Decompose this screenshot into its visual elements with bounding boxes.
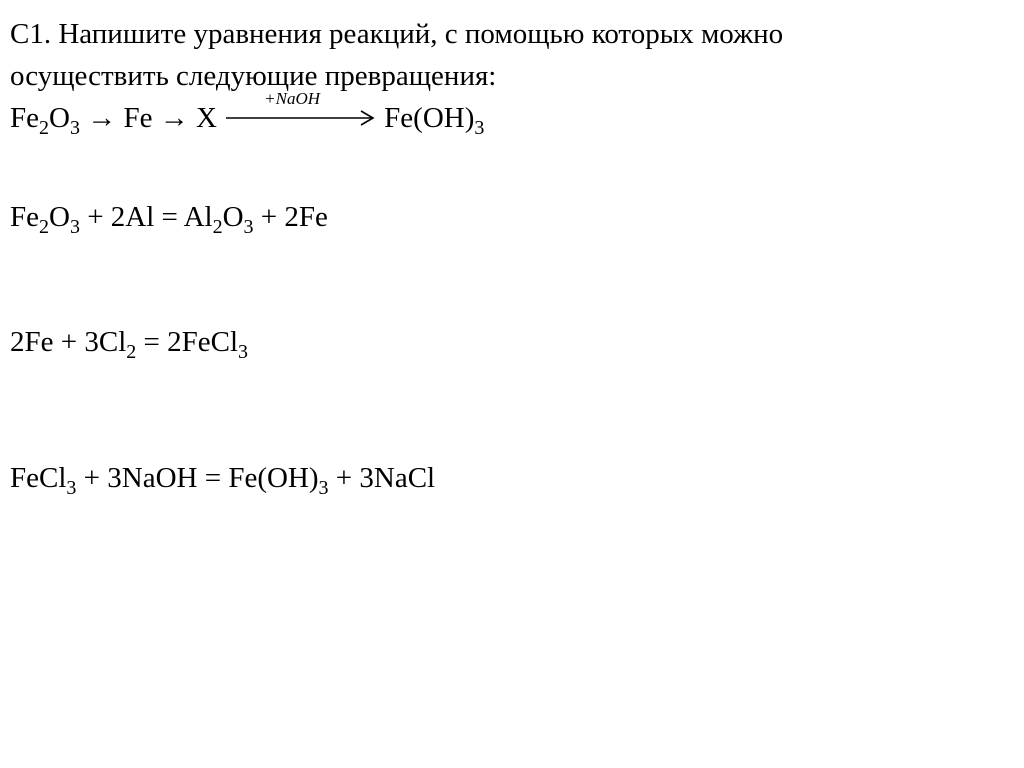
equation-2	[10, 325, 248, 362]
eq3-sub: 3	[318, 477, 329, 499]
eq2-sub: 2	[126, 341, 137, 363]
equation-1	[10, 200, 328, 237]
task-title-line-2: осуществить следующие превращения:	[10, 60, 497, 92]
scheme-arrows: → Fe → X	[79, 102, 225, 134]
reagent-arrow	[224, 89, 384, 135]
eq2-sub: 3	[238, 341, 249, 363]
eq3-term: + 3NaCl	[328, 462, 436, 494]
scheme-o: O	[49, 102, 70, 134]
eq1-term: O	[222, 201, 244, 233]
long-arrow-icon	[224, 101, 384, 135]
task-title-line-1: С1. Напишите уравнения реакций, с помощью которых можно	[10, 18, 784, 50]
eq1-term: Fe	[10, 201, 39, 233]
transformation-scheme	[10, 89, 485, 139]
eq2-term: = 2FeCl	[136, 326, 239, 358]
eq1-term: + 2Al = Al	[79, 201, 213, 233]
eq3-sub: 3	[66, 477, 77, 499]
eq1-sub: 3	[243, 216, 254, 238]
eq1-sub: 2	[39, 216, 49, 238]
eq3-term: FeCl	[10, 462, 67, 494]
eq3-term: + 3NaOH = Fe(OH)	[76, 462, 319, 494]
equation-3	[10, 461, 435, 498]
scheme-sub-3: 3	[69, 117, 80, 139]
eq1-sub: 3	[69, 216, 80, 238]
eq1-term: O	[49, 201, 70, 233]
scheme-product-sub: 3	[474, 117, 485, 139]
eq1-term: + 2Fe	[253, 201, 328, 233]
scheme-sub-2: 2	[39, 117, 49, 139]
scheme-product: Fe(OH)	[384, 102, 475, 134]
eq2-term: 2Fe + 3Cl	[10, 326, 127, 358]
reagent-label: +NaOH	[264, 89, 321, 108]
eq1-sub: 2	[212, 216, 223, 238]
scheme-fe: Fe	[10, 102, 39, 134]
